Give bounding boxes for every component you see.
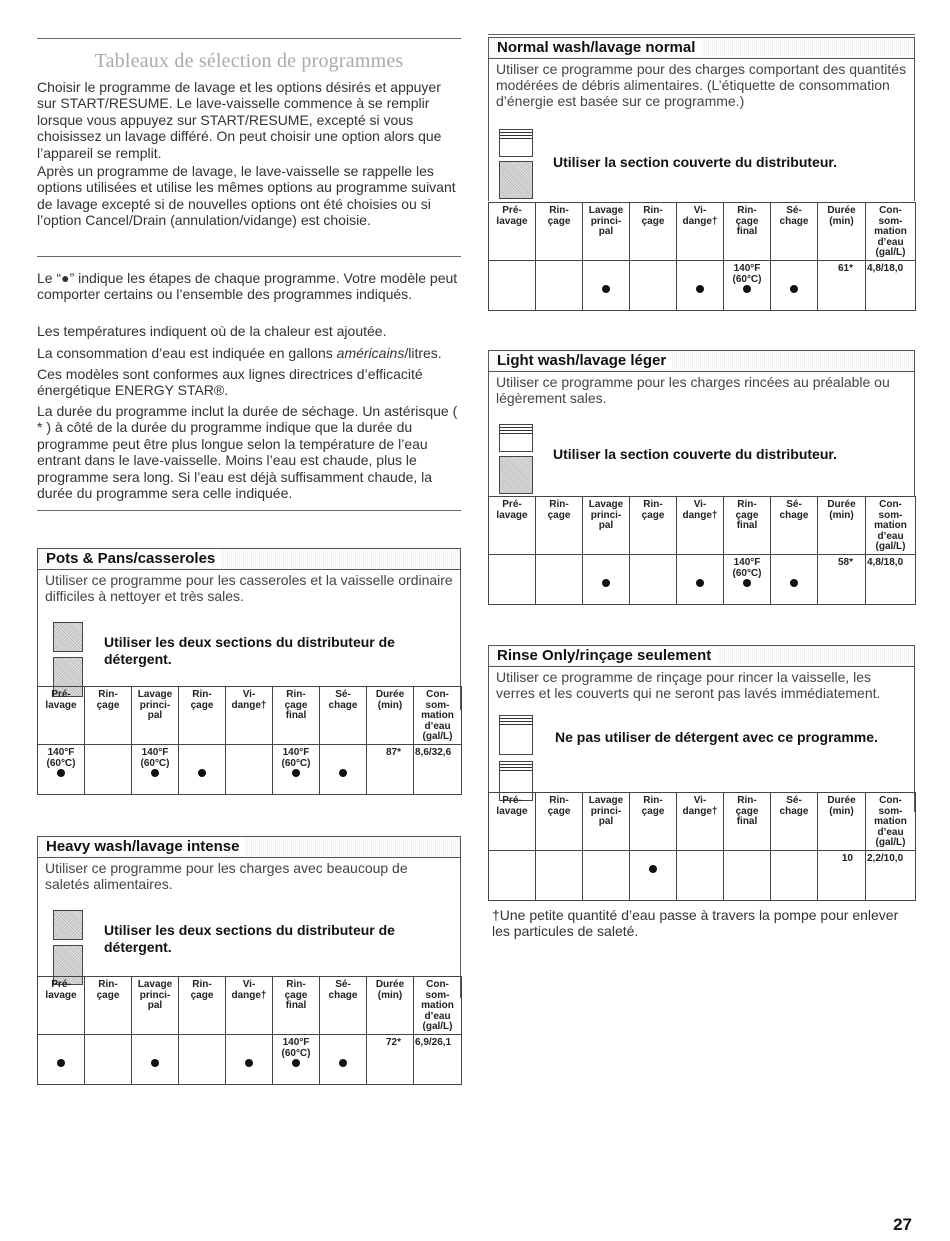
- info-energy-star: Ces modèles sont conformes aux lignes directrices d’efficacité énergétique ENERGY STAR®.: [37, 366, 423, 399]
- program-title: Rinse Only/rinçage seulement: [488, 645, 915, 667]
- step-dot: [602, 579, 610, 587]
- cell-vidange: [226, 745, 273, 795]
- intro-paragraph-2: Après un programme de lavage, le lave-vaisselle se rappelle les options utilisées et utilise les mêmes options au programme suivant de lavage excepté si de nouvelles options ont été choisies ou si l’option Cancel/Drain (annulation/vidange) est choisie.: [37, 163, 456, 229]
- step-dot: [292, 769, 300, 777]
- cell-duree: 87*: [367, 745, 414, 795]
- step-dot: [198, 769, 206, 777]
- header-label: Durée (min): [375, 689, 405, 711]
- cell-rincage-2: [630, 555, 677, 605]
- program-description: Utiliser ce programme pour les charges rincées au préalable ou légèrement sales.: [488, 372, 915, 412]
- header-label: Rin- çage: [96, 689, 120, 711]
- step-dot: [649, 865, 657, 873]
- step-dot: [57, 1059, 65, 1067]
- header-label: Rin- çage: [641, 795, 665, 817]
- header-label: Con- som- mation d’eau (gal/L): [874, 205, 907, 259]
- cell-duree: 61*: [818, 261, 866, 311]
- col-prelavage: [38, 977, 85, 1035]
- header-label: Lavage princi- pal: [137, 979, 173, 1012]
- header-label: Rin- çage: [96, 979, 120, 1001]
- cell-vidange: [677, 851, 724, 901]
- header-label: Vi- dange†: [231, 979, 267, 1001]
- header-label: Con- som- mation d’eau (gal/L): [421, 689, 454, 743]
- program-rinse-only: [488, 645, 915, 812]
- cell-rincage-final: 140°F (60°C): [273, 1035, 320, 1085]
- header-label: Rin- çage final: [735, 499, 759, 532]
- header-label: Vi- dange†: [231, 689, 267, 711]
- header-label: Vi- dange†: [682, 499, 718, 521]
- cell-rincage-final: 140°F (60°C): [273, 745, 320, 795]
- header-label: Vi- dange†: [682, 795, 718, 817]
- program-title: Pots & Pans/casseroles: [37, 548, 461, 570]
- dispenser-note: Utiliser les deux sections du distributeur de détergent.: [104, 922, 395, 955]
- cell-rincage-final: 140°F (60°C): [724, 261, 771, 311]
- cell-consommation: 6,9/26,1: [414, 1035, 462, 1085]
- header-label: Durée (min): [827, 795, 856, 817]
- col-rincage: [536, 203, 583, 261]
- col-vidange: [677, 497, 724, 555]
- col-duree: [367, 977, 414, 1035]
- col-consommation: [866, 203, 916, 261]
- cell-prelavage: [489, 851, 536, 901]
- step-dot: [696, 285, 704, 293]
- col-sechage: [771, 497, 818, 555]
- col-duree: [367, 687, 414, 745]
- program-description: Utiliser ce programme pour les casseroles et la vaisselle ordinaire difficiles à nettoyer et très sales.: [37, 570, 461, 612]
- col-sechage: [320, 687, 367, 745]
- step-dot: [339, 769, 347, 777]
- cell-prelavage: [489, 261, 536, 311]
- cell-consommation: 4,8/18,0: [866, 261, 916, 311]
- header-label: Rin- çage: [190, 979, 214, 1001]
- cell-rincage-2: [630, 851, 677, 901]
- cell-vidange: [226, 1035, 273, 1085]
- col-rincage-final: [724, 203, 771, 261]
- header-label: Sé- chage: [328, 689, 358, 711]
- header-label: Con- som- mation d’eau (gal/L): [421, 979, 454, 1033]
- cell-vidange: [677, 261, 724, 311]
- col-duree: [818, 793, 866, 851]
- header-label: Rin- çage: [641, 205, 665, 227]
- step-dot: [339, 1059, 347, 1067]
- col-rincage-2: [630, 497, 677, 555]
- col-rincage-final: [724, 497, 771, 555]
- dispenser-note: Utiliser la section couverte du distributeur.: [553, 154, 837, 170]
- step-dot: [790, 285, 798, 293]
- step-dot: [743, 579, 751, 587]
- info-temperatures: Les températures indiquent où de la chaleur est ajoutée.: [37, 323, 387, 339]
- step-dot: [602, 285, 610, 293]
- program-heavy-wash: [37, 836, 461, 998]
- header-label: Durée (min): [827, 205, 856, 227]
- col-rincage: [85, 977, 132, 1035]
- col-rincage: [536, 793, 583, 851]
- header-label: Lavage princi- pal: [588, 795, 624, 828]
- footnote-drain: †Une petite quantité d’eau passe à travers la pompe pour enlever les particules de saleté.: [492, 907, 899, 940]
- col-rincage: [85, 687, 132, 745]
- header-label: Durée (min): [827, 499, 856, 521]
- header-label: Rin- çage final: [284, 689, 308, 722]
- step-dot: [245, 1059, 253, 1067]
- col-vidange: [226, 687, 273, 745]
- page-number: 27: [893, 1215, 912, 1234]
- header-label: Rin- çage final: [735, 795, 759, 828]
- dispenser-note: Utiliser les deux sections du distributeur de détergent.: [104, 634, 395, 667]
- cell-lavage: [583, 261, 630, 311]
- program-title: Normal wash/lavage normal: [488, 37, 915, 59]
- program-title: Heavy wash/lavage intense: [37, 836, 461, 858]
- program-table-light: [488, 496, 916, 605]
- col-rincage-2: [630, 203, 677, 261]
- cell-rincage-2: [179, 745, 226, 795]
- header-label: Rin- çage final: [284, 979, 308, 1012]
- header-label: Rin- çage: [547, 499, 571, 521]
- col-rincage-2: [179, 977, 226, 1035]
- cell-rincage: [85, 1035, 132, 1085]
- divider-rule-2: [37, 510, 461, 511]
- col-rincage: [536, 497, 583, 555]
- header-label: Durée (min): [375, 979, 405, 1001]
- step-dot: [292, 1059, 300, 1067]
- col-lavage-principal: [132, 687, 179, 745]
- col-duree: [818, 203, 866, 261]
- cell-vidange: [677, 555, 724, 605]
- cell-rincage-2: [179, 1035, 226, 1085]
- header-label: Sé- chage: [779, 499, 809, 521]
- col-rincage-final: [273, 687, 320, 745]
- step-dot: [743, 285, 751, 293]
- cell-lavage: [583, 851, 630, 901]
- program-table-rinse: [488, 792, 916, 901]
- info-water: La consommation d’eau est indiquée en gallons américains/litres.: [37, 345, 442, 361]
- col-vidange: [677, 793, 724, 851]
- col-lavage-principal: [583, 497, 630, 555]
- cell-rincage: [536, 261, 583, 311]
- header-label: Lavage princi- pal: [588, 205, 624, 238]
- col-consommation: [866, 793, 916, 851]
- col-vidange: [677, 203, 724, 261]
- col-vidange: [226, 977, 273, 1035]
- cell-rincage-2: [630, 261, 677, 311]
- header-label: Pré- lavage: [496, 205, 528, 227]
- header-label: Pré- lavage: [45, 979, 77, 1001]
- header-label: Vi- dange†: [682, 205, 718, 227]
- cell-lavage: [583, 555, 630, 605]
- cell-sechage: [771, 851, 818, 901]
- cell-consommation: 2,2/10,0: [866, 851, 916, 901]
- col-rincage-2: [630, 793, 677, 851]
- page-title: Tableaux de sélection de programmes: [94, 50, 404, 72]
- col-rincage-2: [179, 687, 226, 745]
- program-description: Utiliser ce programme pour des charges comportant des quantités modérées de débris alimentaires. (L’étiquette de consommation d’énergie est basée sur ce programme.): [488, 59, 915, 117]
- step-dot: [151, 1059, 159, 1067]
- cell-rincage-final: [724, 851, 771, 901]
- cell-prelavage: [38, 1035, 85, 1085]
- cell-duree: 10: [818, 851, 866, 901]
- cell-rincage: [85, 745, 132, 795]
- header-label: Pré- lavage: [45, 689, 77, 711]
- header-label: Rin- çage: [547, 205, 571, 227]
- cell-prelavage: 140°F (60°C): [38, 745, 85, 795]
- cell-lavage: 140°F (60°C): [132, 745, 179, 795]
- col-prelavage: [489, 793, 536, 851]
- col-lavage-principal: [132, 977, 179, 1035]
- program-description: Utiliser ce programme de rinçage pour rincer la vaisselle, les verres et les couverts qui ne seront pas lavés immédiatement.: [488, 667, 915, 707]
- top-rule-left: [37, 38, 461, 39]
- cell-duree: 58*: [818, 555, 866, 605]
- col-consommation: [414, 687, 462, 745]
- intro-paragraph-1: Choisir le programme de lavage et les options désirés et appuyer sur START/RESUME. Le lave-vaisselle commence à se remplir lorsque vous appuyez sur START/RESUME, excepté si vous choisissez un lavage différé. On peut choisir une option alors que l’appareil se remplit.: [37, 79, 442, 161]
- header-label: Lavage princi- pal: [137, 689, 173, 722]
- cell-sechage: [320, 745, 367, 795]
- info-duration: La durée du programme inclut la durée de séchage. Un astérisque ( * ) à côté de la durée du programme indique que la durée du programme peut être plus longue selon la température de l’eau entrant dans le lave-vaisselle. Moins l’eau est chaude, plus le programme sera long. Si l’eau est déjà suffisamment chaude, la durée du programme sera celle indiquée.: [37, 403, 458, 502]
- cell-consommation: 4,8/18,0: [866, 555, 916, 605]
- col-prelavage: [489, 497, 536, 555]
- cell-rincage: [536, 555, 583, 605]
- header-label: Rin- çage: [547, 795, 571, 817]
- step-dot: [696, 579, 704, 587]
- header-label: Pré- lavage: [496, 499, 528, 521]
- cell-rincage-final: 140°F (60°C): [724, 555, 771, 605]
- cell-duree: 72*: [367, 1035, 414, 1085]
- program-table-normal: [488, 202, 916, 311]
- col-sechage: [771, 793, 818, 851]
- header-label: Pré- lavage: [496, 795, 528, 817]
- divider-rule-1: [37, 256, 461, 257]
- col-sechage: [320, 977, 367, 1035]
- col-rincage-final: [724, 793, 771, 851]
- dispenser-note: Utiliser la section couverte du distributeur.: [553, 446, 837, 462]
- info-legend: Le “●” indique les étapes de chaque programme. Votre modèle peut comporter certains ou l’ensemble des programmes indiqués.: [37, 270, 458, 303]
- header-label: Sé- chage: [779, 205, 809, 227]
- col-consommation: [414, 977, 462, 1035]
- col-consommation: [866, 497, 916, 555]
- step-dot: [151, 769, 159, 777]
- col-sechage: [771, 203, 818, 261]
- cell-lavage: [132, 1035, 179, 1085]
- col-prelavage: [38, 687, 85, 745]
- header-label: Lavage princi- pal: [588, 499, 624, 532]
- program-description: Utiliser ce programme pour les charges avec beaucoup de saletés alimentaires.: [37, 858, 461, 900]
- step-dot: [57, 769, 65, 777]
- header-label: Con- som- mation d’eau (gal/L): [874, 795, 907, 849]
- top-rule-right: [488, 34, 915, 35]
- program-normal-wash: [488, 37, 915, 201]
- header-label: Sé- chage: [779, 795, 809, 817]
- program-title: Light wash/lavage léger: [488, 350, 915, 372]
- cell-consommation: 8,6/32,6: [414, 745, 462, 795]
- cell-sechage: [771, 261, 818, 311]
- header-label: Rin- çage: [641, 499, 665, 521]
- header-label: Rin- çage: [190, 689, 214, 711]
- header-label: Sé- chage: [328, 979, 358, 1001]
- program-light-wash: [488, 350, 915, 496]
- cell-sechage: [771, 555, 818, 605]
- program-table-heavy: [37, 976, 462, 1085]
- col-rincage-final: [273, 977, 320, 1035]
- col-duree: [818, 497, 866, 555]
- program-table-pots: [37, 686, 462, 795]
- cell-prelavage: [489, 555, 536, 605]
- cell-sechage: [320, 1035, 367, 1085]
- header-label: Rin- çage final: [735, 205, 759, 238]
- col-prelavage: [489, 203, 536, 261]
- header-label: Con- som- mation d’eau (gal/L): [874, 499, 907, 553]
- dispenser-note: Ne pas utiliser de détergent avec ce programme.: [555, 729, 878, 745]
- col-lavage-principal: [583, 203, 630, 261]
- cell-rincage: [536, 851, 583, 901]
- col-lavage-principal: [583, 793, 630, 851]
- step-dot: [790, 579, 798, 587]
